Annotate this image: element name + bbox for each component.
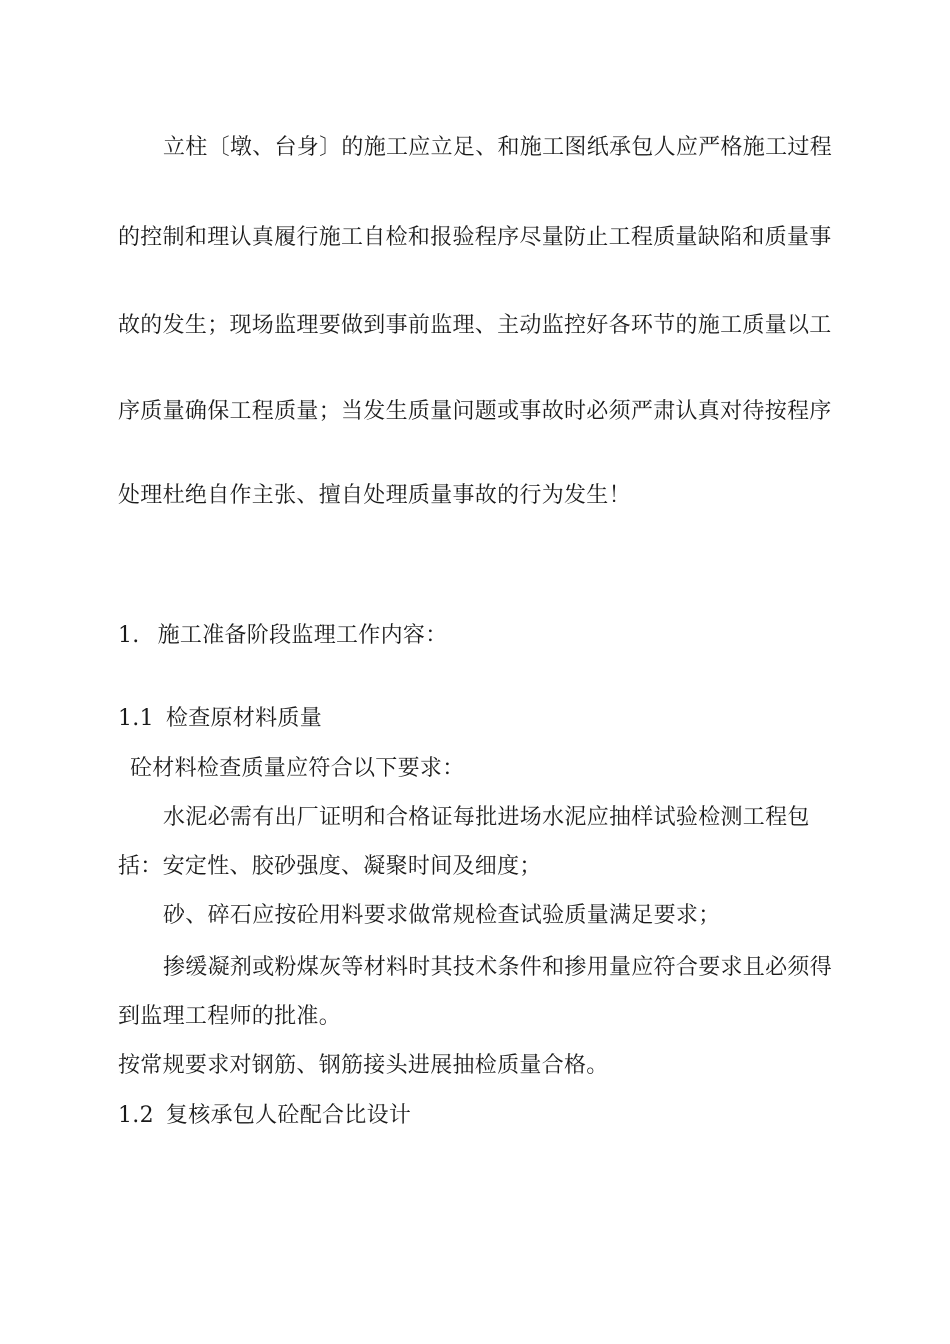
paragraph-line: 立柱〔墩、台身〕的施工应立足、和施工图纸承包人应严格施工过程 (163, 135, 833, 160)
admixture-line: 掺缓凝剂或粉煤灰等材料时其技术条件和掺用量应符合要求且必须得 (163, 955, 833, 980)
aggregate-line: 砂、碎石应按砼用料要求做常规检查试验质量满足要求； (163, 903, 721, 928)
cement-line: 水泥必需有出厂证明和合格证每批进场水泥应抽样试验检测工程包 (163, 805, 810, 830)
paragraph-line: 故的发生；现场监理要做到事前监理、主动监控好各环节的施工质量以工 (118, 313, 832, 338)
section-heading-1-2 (118, 1102, 411, 1130)
section-number: 1. (118, 623, 140, 648)
section-heading-1 (118, 622, 448, 650)
section-heading-1-1 (118, 705, 322, 733)
rebar-line: 按常规要求对钢筋、钢筋接头进展抽检质量合格。 (118, 1053, 609, 1078)
section-title: 检查原材料质量 (165, 706, 322, 731)
section-title: 施工准备阶段监理工作内容： (157, 623, 448, 648)
paragraph-line: 的控制和理认真履行施工自检和报验程序尽量防止工程质量缺陷和质量事 (118, 225, 832, 250)
section-number: 1.2 (118, 1103, 154, 1128)
section-title: 复核承包人砼配合比设计 (165, 1103, 412, 1128)
section-number: 1.1 (118, 706, 154, 731)
admixture-line: 到监理工程师的批准。 (118, 1004, 342, 1029)
concrete-intro: 砼材料检查质量应符合以下要求： (130, 756, 465, 781)
paragraph-line: 序质量确保工程质量；当发生质量问题或事故时必须严肃认真对待按程序 (118, 399, 832, 424)
paragraph-line: 处理杜绝自作主张、擅自处理质量事故的行为发生！ (118, 483, 631, 508)
cement-line: 括：安定性、胶砂强度、凝聚时间及细度； (118, 854, 542, 879)
